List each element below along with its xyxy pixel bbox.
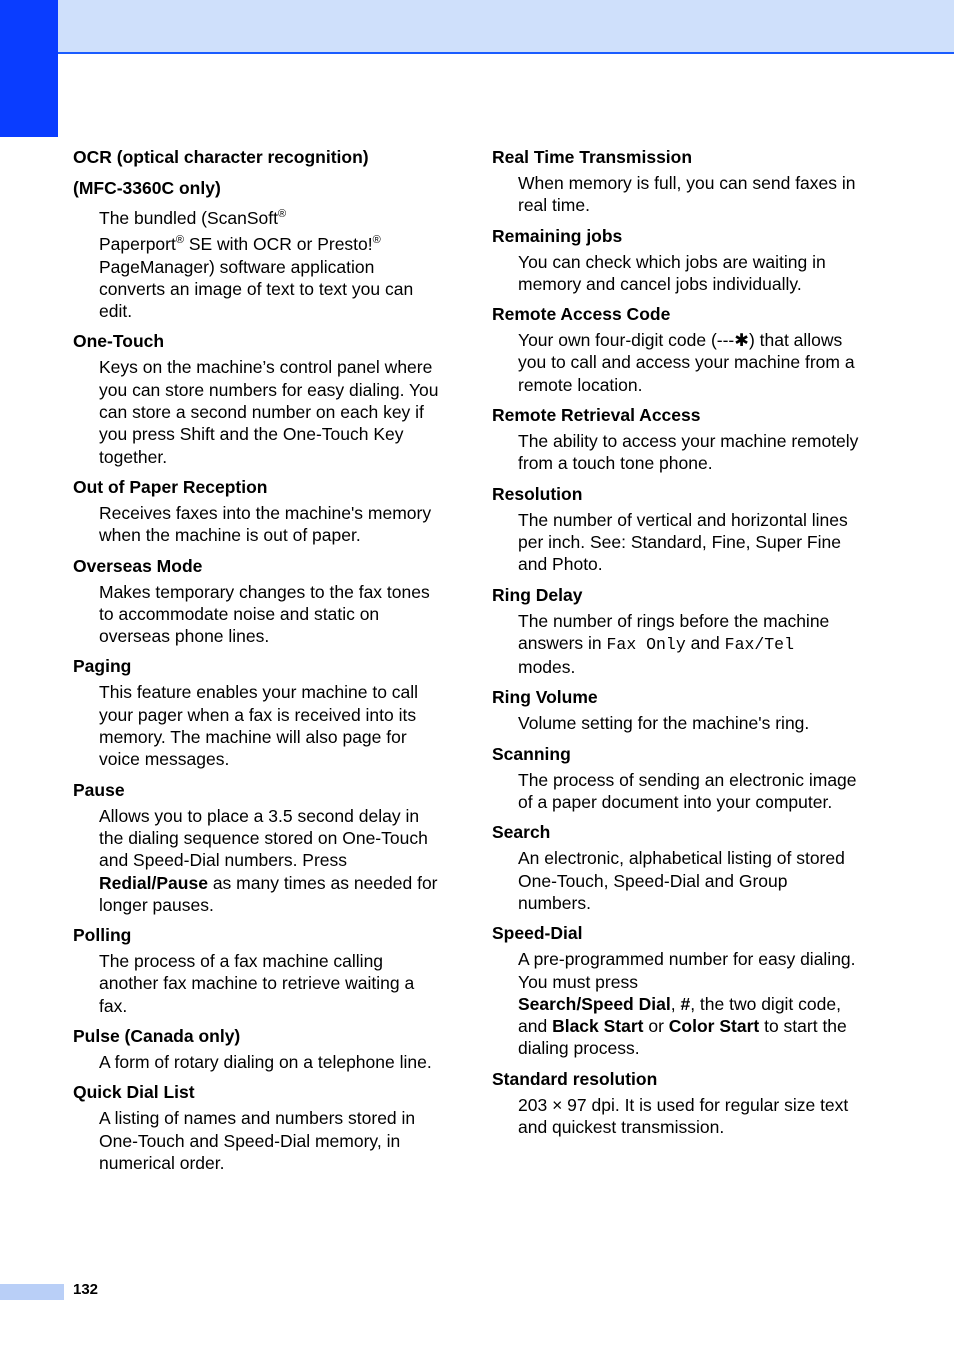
definition-ring-delay: The number of rings before the machine answers in Fax Only and Fax/Tel modes. [518, 610, 830, 678]
definition-ocr: The bundled (ScanSoft® Paperport® SE with OCR or Presto!® PageManager) software application converts an image of text to text you can edit. [99, 208, 414, 322]
definition-standard-resolution: 203 × 97 dpi. It is used for regular size text and quickest transmission. [518, 1094, 849, 1138]
definition-scanning: The process of sending an electronic image of a paper document into your computer. [518, 769, 857, 813]
page-number: 132 [73, 1281, 99, 1298]
definition-remote-access-code: Your own four-digit code (---✱) that allows you to call and access your machine from a remote location. [518, 330, 855, 395]
term-standard-resolution: Standard resolution [492, 1068, 658, 1089]
term-real-time-transmission: Real Time Transmission [492, 147, 693, 167]
definition-ring-volume: Volume setting for the machine's ring. [518, 713, 810, 734]
term-remaining-jobs: Remaining jobs [492, 225, 623, 246]
key-name: Color Start [668, 1016, 760, 1037]
footer-bar [0, 1284, 64, 1300]
term-paging: Paging [73, 656, 132, 677]
term-ring-delay: Ring Delay [492, 584, 583, 605]
term-polling: Polling [73, 925, 132, 946]
registered-mark: ® [278, 208, 287, 221]
definition-pulse: A form of rotary dialing on a telephone line. [99, 1052, 432, 1073]
definition-polling: The process of a fax machine calling another fax machine to retrieve waiting a fax. [99, 951, 415, 1016]
mode-name: Fax Only [606, 634, 686, 654]
term-search: Search [492, 822, 551, 843]
definition-real-time-transmission: When memory is full, you can send faxes in real time. [518, 173, 856, 216]
key-name: Search/Speed Dial [518, 993, 671, 1014]
mode-name: Fax/Tel [724, 634, 794, 654]
term-pause: Pause [73, 779, 125, 800]
header-band [58, 0, 954, 54]
definition-out-of-paper: Receives faxes into the machine's memory when the machine is out of paper. [99, 502, 432, 546]
term-speed-dial: Speed-Dial [492, 923, 583, 944]
term-quick-dial-list: Quick Dial List [73, 1082, 195, 1103]
definition-remaining-jobs: You can check which jobs are waiting in memory and cancel jobs individually. [518, 251, 826, 294]
term-remote-retrieval-access: Remote Retrieval Access [492, 405, 701, 426]
registered-mark: ® [372, 234, 381, 247]
key-name: Redial/Pause [99, 872, 208, 893]
key-name: # [680, 993, 691, 1014]
definition-remote-retrieval-access: The ability to access your machine remotely from a touch tone phone. [518, 431, 859, 474]
term-overseas-mode: Overseas Mode [73, 555, 203, 576]
registered-mark: ® [175, 234, 184, 247]
term-ocr-model: (MFC-3360C only) [73, 178, 221, 198]
definition-quick-dial-list: A listing of names and numbers stored in One-Touch and Speed-Dial memory, in numerical order. [99, 1108, 416, 1173]
term-resolution: Resolution [492, 483, 583, 504]
term-ring-volume: Ring Volume [492, 687, 598, 708]
term-remote-access-code: Remote Access Code [492, 304, 671, 325]
chapter-tab [0, 0, 58, 137]
definition-speed-dial: A pre-programmed number for easy dialing. You must press Search/Speed Dial, #, the two digit code, and Black Start or Color Start to start the dialing process. [518, 949, 856, 1059]
definition-search: An electronic, alphabetical listing of stored One-Touch, Speed-Dial and Group numbers. [518, 848, 845, 913]
definition-pause: Allows you to place a 3.5 second delay in the dialing sequence stored on One-Touch and Speed-Dial numbers. Press Redial/Pause as many times as needed for longer pauses. [99, 805, 438, 915]
term-one-touch: One-Touch [73, 331, 165, 352]
key-name: Black Start [552, 1016, 644, 1037]
star-key-icon: ✱ [734, 330, 749, 351]
term-pulse: Pulse (Canada only) [73, 1026, 241, 1047]
term-out-of-paper: Out of Paper Reception [73, 476, 268, 497]
definition-overseas-mode: Makes temporary changes to the fax tones to accommodate noise and static on overseas phone lines. [99, 581, 430, 647]
glossary-left-column [73, 146, 445, 1182]
definition-resolution: The number of vertical and horizontal lines per inch. See: Standard, Fine, Super Fine and Photo. [518, 509, 848, 575]
definition-paging: This feature enables your machine to call your pager when a fax is received into its memory. The machine will also page for voice messages. [99, 682, 419, 770]
definition-one-touch: Keys on the machine’s control panel where you can store numbers for easy dialing. You can store a second number on each key if you press Shift and the One-Touch Key together. [99, 357, 439, 467]
glossary-right-column [492, 146, 864, 1146]
times-sign: × [552, 1094, 563, 1115]
term-ocr: OCR (optical character recognition) [73, 147, 369, 167]
term-scanning: Scanning [492, 743, 571, 764]
